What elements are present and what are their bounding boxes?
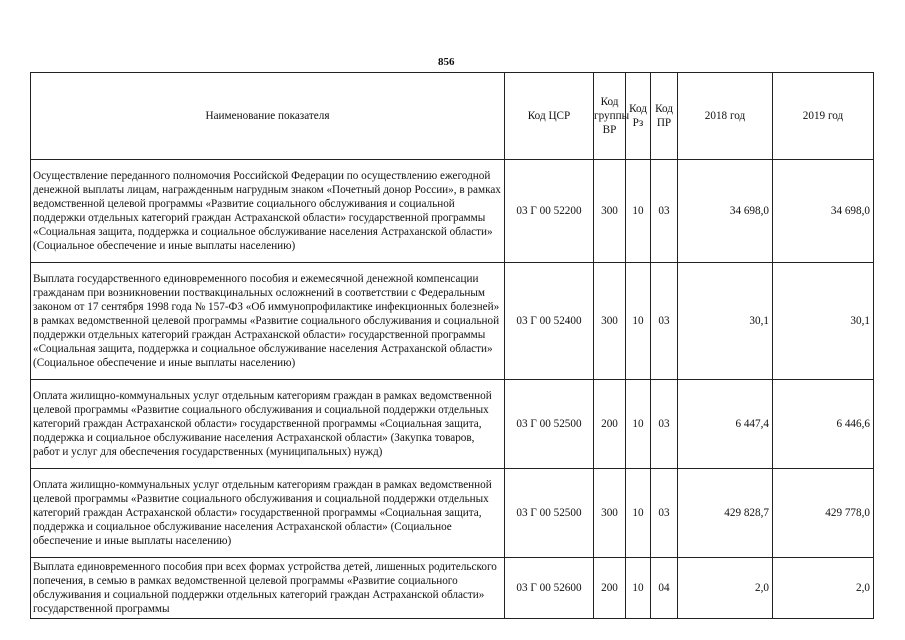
row-2019: 6 446,6 [773,380,874,469]
row-pr: 03 [651,380,678,469]
header-name: Наименование показателя [31,73,505,160]
row-2018: 429 828,7 [678,469,773,558]
row-vr: 300 [594,469,626,558]
header-2018: 2018 год [678,73,773,160]
row-csr: 03 Г 00 52500 [505,380,594,469]
row-rz: 10 [626,558,651,619]
header-csr: Код ЦСР [505,73,594,160]
table-row [31,380,874,469]
row-vr: 200 [594,558,626,619]
row-csr: 03 Г 00 52400 [505,263,594,380]
row-2019: 2,0 [773,558,874,619]
budget-table [30,72,874,619]
row-rz: 10 [626,380,651,469]
table-row [31,469,874,558]
row-pr: 03 [651,263,678,380]
table-row [31,558,874,619]
page-number: 856 [438,56,455,68]
row-csr: 03 Г 00 52200 [505,160,594,263]
row-2018: 34 698,0 [678,160,773,263]
row-pr: 03 [651,469,678,558]
row-2018: 6 447,4 [678,380,773,469]
row-2018: 30,1 [678,263,773,380]
row-name: Выплата государственного единовременного пособия и ежемесячной денежной компенсации гражданам при возникновении поствакцинальных осложнений в соответствии с Федеральным законом от 17 сентября 1998 года № 157-ФЗ «Об иммунопрофилактике инфекционных болезней» в рамках ведомственной целевой программы «Развитие социального обслуживания и социальной поддержки отдельных категорий граждан Астраханской области» государственной программы «Социальная защита, поддержка и социальное обслуживание населения Астраханской области» (Социальное обеспечение и иные выплаты населению) [31,263,505,380]
row-name: Оплата жилищно-коммунальных услуг отдельным категориям граждан в рамках ведомственной целевой программы «Развитие социального обслуживания и социальной поддержки отдельных категорий граждан Астраханской области» государственной программы «Социальная защита, поддержка и социальное обслуживание населения Астраханской области» (Закупка товаров, работ и услуг для обеспечения государственных (муниципальных) нужд) [31,380,505,469]
header-vr: Код группы ВР [594,73,626,160]
header-row [31,73,874,160]
row-vr: 300 [594,160,626,263]
row-rz: 10 [626,469,651,558]
header-2019: 2019 год [773,73,874,160]
row-name: Выплата единовременного пособия при всех формах устройства детей, лишенных родительского попечения, в семью в рамках ведомственной целевой программы «Развитие социального обслуживания и социальной поддержки отдельных категорий граждан Астраханской области» государственной программы [31,558,505,619]
row-2018: 2,0 [678,558,773,619]
row-2019: 30,1 [773,263,874,380]
row-csr: 03 Г 00 52600 [505,558,594,619]
row-rz: 10 [626,263,651,380]
header-pr: Код ПР [651,73,678,160]
row-pr: 04 [651,558,678,619]
row-rz: 10 [626,160,651,263]
row-vr: 200 [594,380,626,469]
header-rz: Код Рз [626,73,651,160]
row-pr: 03 [651,160,678,263]
table-row [31,263,874,380]
row-csr: 03 Г 00 52500 [505,469,594,558]
table-row [31,160,874,263]
row-2019: 429 778,0 [773,469,874,558]
row-name: Оплата жилищно-коммунальных услуг отдельным категориям граждан в рамках ведомственной целевой программы «Развитие социального обслуживания и социальной поддержки отдельных категорий граждан Астраханской области» государственной программы «Социальная защита, поддержка и социальное обслуживание населения Астраханской области» (Социальное обеспечение и иные выплаты населению) [31,469,505,558]
row-2019: 34 698,0 [773,160,874,263]
row-name: Осуществление переданного полномочия Российской Федерации по осуществлению ежегодной денежной выплаты лицам, награжденным нагрудным знаком «Почетный донор России», в рамках ведомственной целевой программы «Развитие социального обслуживания и социальной поддержки отдельных категорий граждан Астраханской области» государственной программы «Социальная защита, поддержка и социальное обслуживание населения Астраханской области» (Социальное обеспечение и иные выплаты населению) [31,160,505,263]
row-vr: 300 [594,263,626,380]
